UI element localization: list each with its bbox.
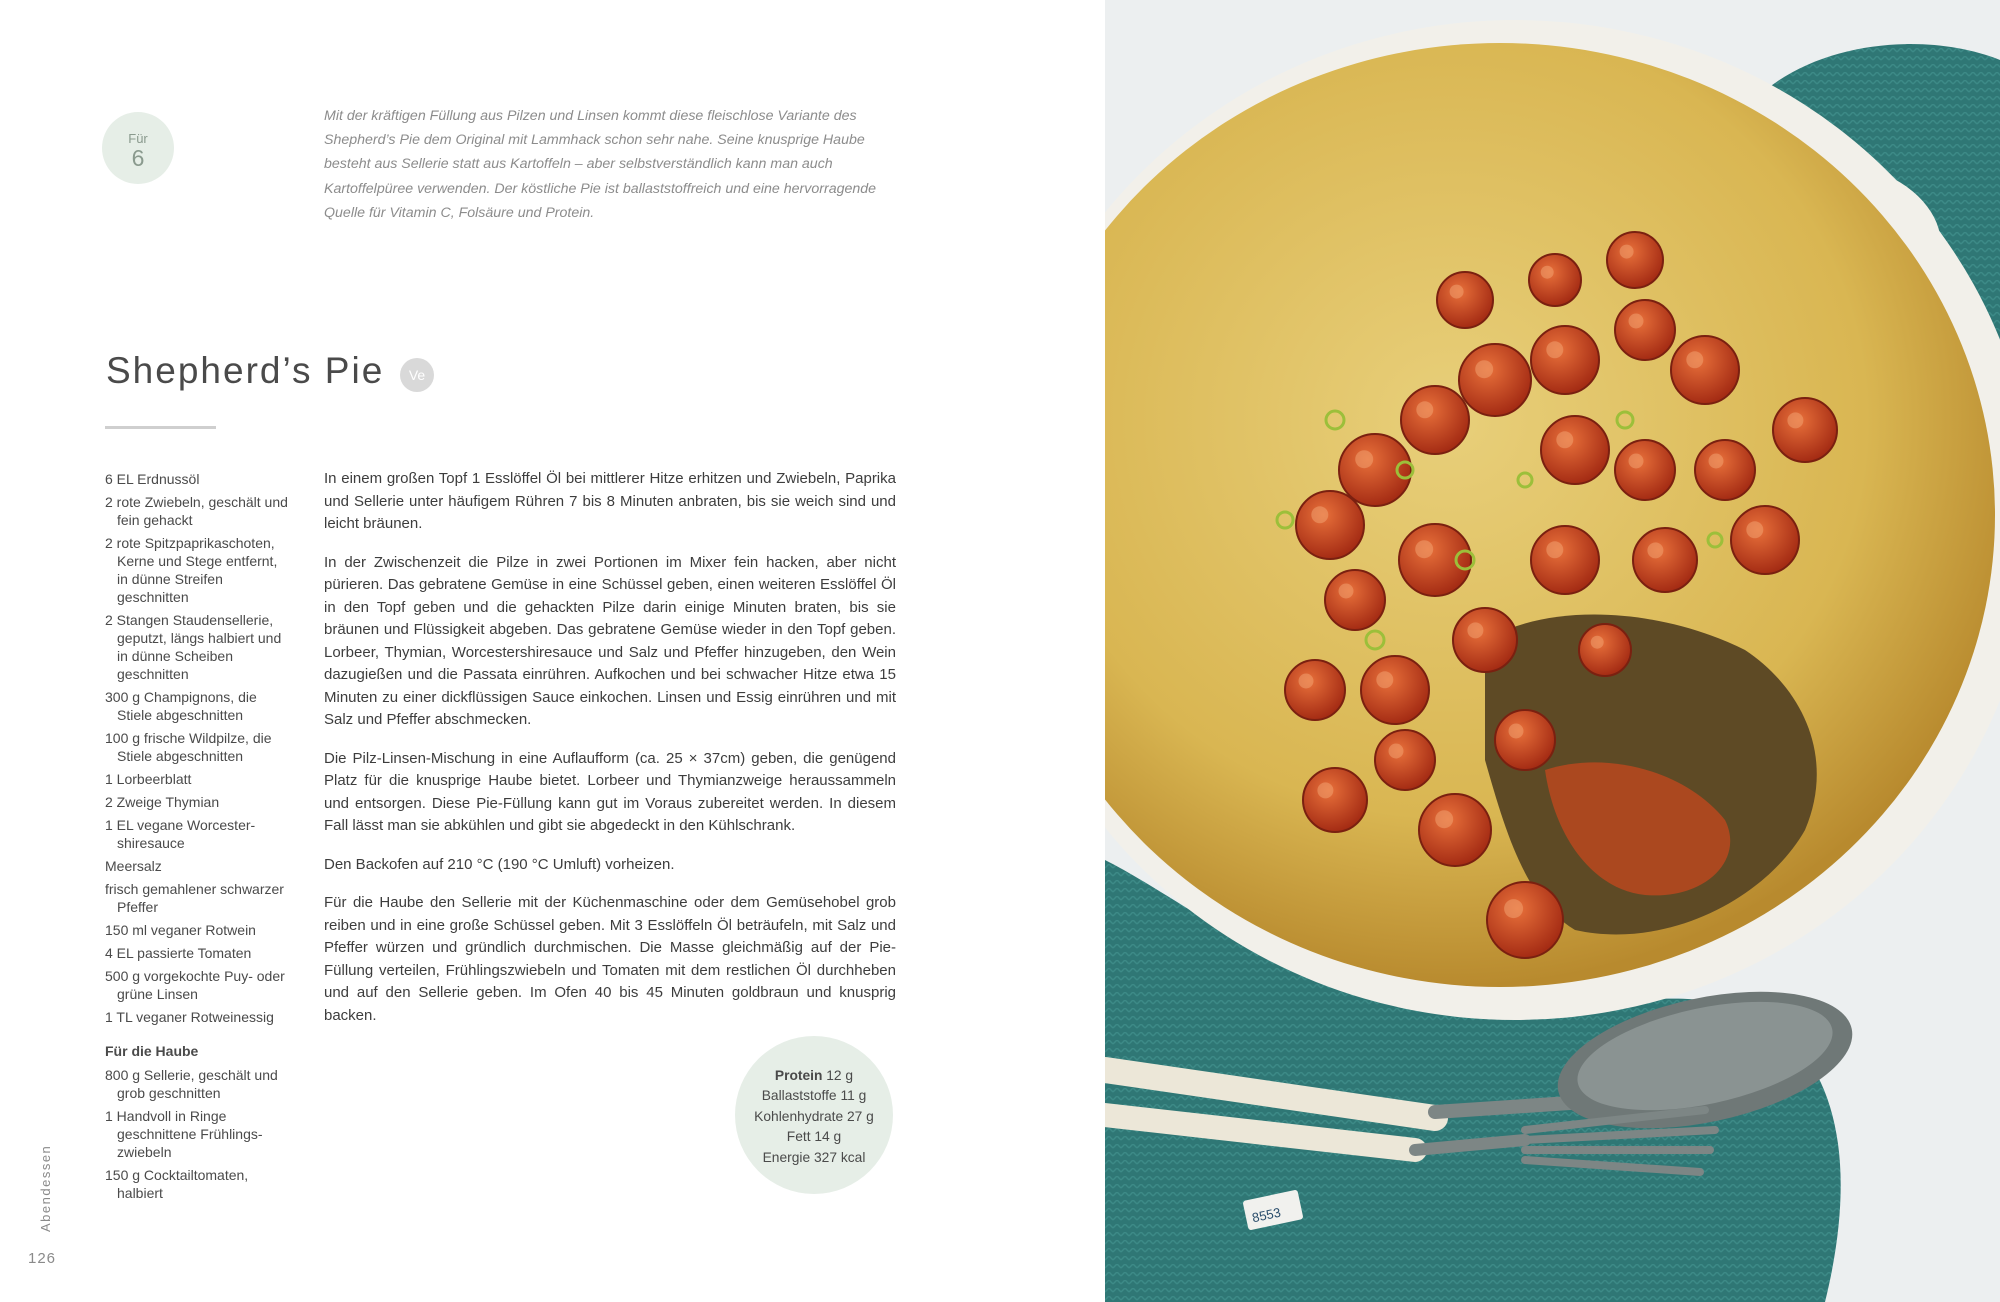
tomato-highlight	[1355, 450, 1373, 468]
tomato-half	[1296, 491, 1364, 559]
method-steps	[324, 468, 896, 1043]
ingredient-list	[105, 470, 290, 1207]
ingredient-item: 1 Lorbeerblatt	[105, 771, 192, 787]
tomato-half	[1459, 344, 1531, 416]
tomato-highlight	[1299, 674, 1314, 689]
nutrition-carbs: Kohlenhydrate 27 g	[754, 1108, 874, 1124]
method-step: Für die Haube den Sellerie mit der Küchenmaschine oder dem Gemüsehobel grob reiben und in eine große Schüssel geben. Mit 3 Esslöffeln Öl beträufeln, mit Salz und Pfeffer würzen und gründlich durchmischen. Die Masse gleichmäßig auf der Pie-Füllung verteilen, Frühlingszwiebeln und Tomaten mit dem restlichen Öl durchheben und auf den Sellerie geben. Im Ofen 40 bis 45 Minuten goldbraun und knusprig backen.	[324, 894, 896, 1024]
tomato-highlight	[1746, 521, 1763, 538]
tomato-half	[1579, 624, 1631, 676]
tomato-half	[1401, 386, 1469, 454]
tomato-highlight	[1450, 285, 1464, 299]
tomato-half	[1361, 656, 1429, 724]
tomato-highlight	[1317, 782, 1333, 798]
tomato-highlight	[1504, 899, 1523, 918]
tomato-half	[1773, 398, 1837, 462]
tomato-half	[1633, 528, 1697, 592]
tomato-highlight	[1509, 724, 1524, 739]
tomato-half	[1531, 526, 1599, 594]
page-number: 126	[28, 1250, 57, 1267]
tomato-highlight	[1376, 671, 1393, 688]
topping-item: 150 g Cocktailtomaten, halbiert	[105, 1167, 249, 1201]
protein-label: Protein	[774, 1068, 823, 1083]
title-divider	[105, 426, 216, 429]
tomato-highlight	[1647, 542, 1663, 558]
servings-label: Für	[128, 131, 148, 146]
topping-item: 1 Handvoll in Ringe geschnittene Frühlingszwiebeln	[105, 1108, 263, 1160]
tomato-highlight	[1787, 412, 1803, 428]
tomato-highlight	[1629, 314, 1644, 329]
food-photo-illustration	[1105, 0, 2000, 1302]
tomato-half	[1399, 524, 1471, 596]
ingredient-item: 1 TL veganer Rotweinessig	[105, 1009, 274, 1025]
ingredient-item: 2 Stangen Staudensellerie, geputzt, längs halbiert und in dünne Scheiben geschnitten	[105, 612, 282, 682]
tomato-highlight	[1556, 431, 1573, 448]
ingredient-item: 6 EL Erdnussöl	[105, 471, 200, 487]
tomato-highlight	[1546, 541, 1563, 558]
tomato-highlight	[1415, 540, 1433, 558]
tomato-half	[1487, 882, 1563, 958]
ingredient-item: 150 ml veganer Rotwein	[105, 922, 256, 938]
section-label: Abendessen	[38, 1144, 53, 1232]
tomato-half	[1339, 434, 1411, 506]
ingredient-item: 300 g Champignons, die Stiele abgeschnitten	[105, 689, 257, 723]
nutrition-protein	[735, 1066, 893, 1086]
tomato-half	[1303, 768, 1367, 832]
tomato-half	[1531, 326, 1599, 394]
ingredient-item: 1 EL vegane Worcestershiresauce	[105, 817, 256, 851]
protein-value: 12 g	[826, 1068, 854, 1083]
vegan-badge: Ve	[400, 358, 434, 392]
tomato-highlight	[1339, 584, 1354, 599]
method-step: Die Pilz-Linsen-Mischung in eine Auflaufform (ca. 25 × 37cm) geben, die genügend Platz für die knusprige Haube bietet. Lorbeer und Thymianzweige heraussammeln und entsorgen. Diese Pie-Füllung kann gut im Voraus zubereitet werden. In diesem Fall lässt man sie abkühlen und gibt sie abgedeckt in den Kühlschrank.	[324, 749, 896, 834]
tomato-half	[1453, 608, 1517, 672]
method-step: In der Zwischenzeit die Pilze in zwei Portionen im Mixer fein hacken, aber nicht pürieren. Das gebratene Gemüse in eine Schüssel geben, einen weiteren Esslöffel Öl in den Topf geben und die gehackten Pilze darin einige Minuten braten, bis sie bräunen und Flüssigkeit abgeben. Das gebratene Gemüse wieder in den Topf geben. Lorbeer, Thymian, Worcestershiresauce und Salz und Pfeffer hinzugeben, den Wein dazugießen und die Passata einrühren. Aufkochen und bei schwacher Hitze etwa 15 Minuten zu einer dickflüssigen Sauce einkochen. Linsen und Essig einrühren und mit Salz und Pfeffer abschmecken.	[324, 553, 896, 728]
nutrition-fat: Fett 14 g	[786, 1129, 842, 1145]
ingredient-item: 2 Zweige Thymian	[105, 794, 220, 810]
tomato-half	[1541, 416, 1609, 484]
tomato-half	[1615, 300, 1675, 360]
tomato-half	[1495, 710, 1555, 770]
tomato-highlight	[1686, 351, 1703, 368]
tomato-highlight	[1467, 622, 1483, 638]
tomato-half	[1529, 254, 1581, 306]
tomato-half	[1695, 440, 1755, 500]
tomato-highlight	[1709, 454, 1724, 469]
ingredient-item: 4 EL passierte Tomaten	[105, 945, 252, 961]
tomato-highlight	[1475, 360, 1493, 378]
tomato-half	[1671, 336, 1739, 404]
servings-badge	[102, 112, 174, 184]
servings-count: 6	[131, 145, 145, 171]
ingredient-item: 2 rote Spitzpaprikaschoten, Kerne und Stege entfernt, in dünne Streifen geschnitten	[105, 535, 278, 605]
tomato-half	[1375, 730, 1435, 790]
nutrition-badge	[735, 1036, 893, 1194]
ingredient-item: frisch gemahlener schwarzer Pfeffer	[105, 881, 284, 915]
tomato-half	[1615, 440, 1675, 500]
nutrition-fiber: Ballaststoffe 11 g	[761, 1088, 867, 1104]
ingredient-item: Meersalz	[105, 858, 162, 874]
tomato-highlight	[1435, 810, 1453, 828]
food-photo	[1105, 0, 2000, 1302]
nutrition-energy: Energie 327 kcal	[762, 1149, 866, 1165]
tomato-half	[1419, 794, 1491, 866]
tomato-highlight	[1389, 744, 1404, 759]
tomato-highlight	[1620, 245, 1634, 259]
topping-item: 800 g Sellerie, geschält und grob geschnitten	[105, 1067, 278, 1101]
recipe-title: Shepherd’s Pie	[106, 350, 385, 391]
recipe-intro: Mit der kräftigen Füllung aus Pilzen und Linsen kommt diese fleischlose Variante des Shepherd’s Pie dem Original mit Lammhack schon sehr nahe. Seine knusprige Haube besteht aus Sellerie statt aus Kartoffeln – aber selbstverständlich kann man auch Kartoffelpüree verwenden. Der köstliche Pie ist ballaststoffreich und eine hervorragende Quelle für Vitamin C, Folsäure und Protein.	[324, 108, 877, 221]
tomato-half	[1731, 506, 1799, 574]
tomato-highlight	[1541, 266, 1554, 279]
method-step: In einem großen Topf 1 Esslöffel Öl bei mittlerer Hitze erhitzen und Zwiebeln, Paprika und Sellerie unter häufigem Rühren 7 bis 8 Minuten anbraten, bis sie weich sind und leicht bräunen.	[324, 470, 896, 532]
tomato-highlight	[1311, 506, 1328, 523]
method-step: Den Backofen auf 210 °C (190 °C Umluft) vorheizen.	[324, 855, 675, 873]
towel-tag-text: 8553	[1250, 1204, 1283, 1226]
ingredient-item: 100 g frische Wildpilze, die Stiele abgeschnitten	[105, 730, 272, 764]
tomato-half	[1325, 570, 1385, 630]
tomato-highlight	[1416, 401, 1433, 418]
tomato-highlight	[1629, 454, 1644, 469]
tomato-highlight	[1591, 636, 1604, 649]
tomato-half	[1285, 660, 1345, 720]
ingredient-item: 2 rote Zwiebeln, geschält und fein gehackt	[105, 494, 288, 528]
tomato-half	[1607, 232, 1663, 288]
tomato-half	[1437, 272, 1493, 328]
topping-heading: Für die Haube	[105, 1043, 199, 1059]
ingredient-item: 500 g vorgekochte Puy- oder grüne Linsen	[105, 968, 285, 1002]
tomato-highlight	[1546, 341, 1563, 358]
